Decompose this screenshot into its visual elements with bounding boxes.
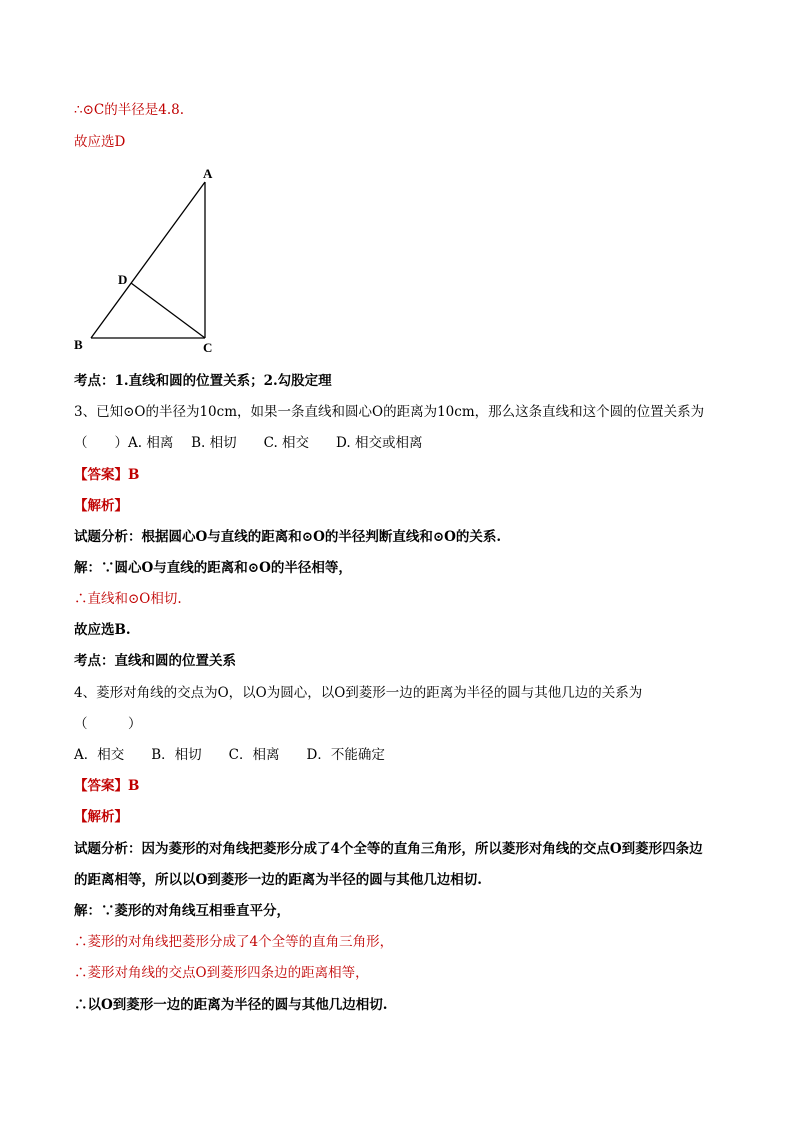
analysis-label-q4: 【解析】: [74, 809, 128, 825]
conclusion-q3: ∴直线和⊙O相切.: [74, 591, 182, 607]
question-4-paren: （ ）: [74, 716, 142, 732]
label-a: A: [203, 166, 213, 181]
step-q4-1: ∴菱形的对角线把菱形分成了4个全等的直角三角形，: [74, 934, 394, 950]
step-q4-2: ∴菱形对角线的交点O到菱形四条边的距离相等，: [74, 965, 369, 981]
step-q4-3: ∴以O到菱形一边的距离为半径的圆与其他几边相切.: [74, 997, 388, 1013]
question-3-options: （ ）A. 相离 B. 相切 C. 相交 D. 相交或相离: [74, 435, 423, 451]
answer-choice-d: 故应选D: [74, 134, 126, 150]
question-4-options: A．相交 B．相切 C．相离 D．不能确定: [74, 747, 385, 763]
kaodian-q3: 考点：直线和圆的位置关系: [74, 653, 236, 669]
label-d: D: [118, 272, 128, 287]
answer-label-q4: 【答案】B: [74, 778, 140, 794]
analysis-text-q4-1: 试题分析：因为菱形的对角线把菱形分成了4个全等的直角三角形，所以菱形对角线的交点O到菱形四条边: [74, 841, 703, 857]
segment-ab: [91, 182, 205, 338]
kaodian-q2: 考点：1.直线和圆的位置关系；2.勾股定理: [74, 373, 332, 389]
question-4-stem: 4、菱形对角线的交点为O，以O为圆心，以O到菱形一边的距离为半径的圆与其他几边的关系为: [74, 685, 643, 701]
analysis-text-q3: 试题分析：根据圆心O与直线的距离和⊙O的半径判断直线和⊙O的关系.: [74, 529, 502, 545]
solution-q4: 解：∵菱形的对角线互相垂直平分，: [74, 903, 290, 919]
solution-q3: 解：∵圆心O与直线的距离和⊙O的半径相等，: [74, 560, 352, 576]
analysis-text-q4-2: 的距离相等，所以以O到菱形一边的距离为半径的圆与其他几边相切.: [74, 872, 482, 888]
triangle-figure: [68, 160, 228, 360]
answer-label-q3: 【答案】B: [74, 467, 140, 483]
label-b: B: [74, 337, 83, 352]
answer-choice-b-q3: 故应选B.: [74, 622, 131, 638]
conclusion-radius: ∴⊙C的半径是4.8.: [74, 102, 184, 118]
segment-cd: [131, 283, 205, 338]
question-3-stem: 3、已知⊙O的半径为10cm，如果一条直线和圆心O的距离为10cm，那么这条直线和这个圆的位置关系为: [74, 404, 705, 420]
label-c: C: [203, 340, 213, 355]
analysis-label-q3: 【解析】: [74, 498, 128, 514]
